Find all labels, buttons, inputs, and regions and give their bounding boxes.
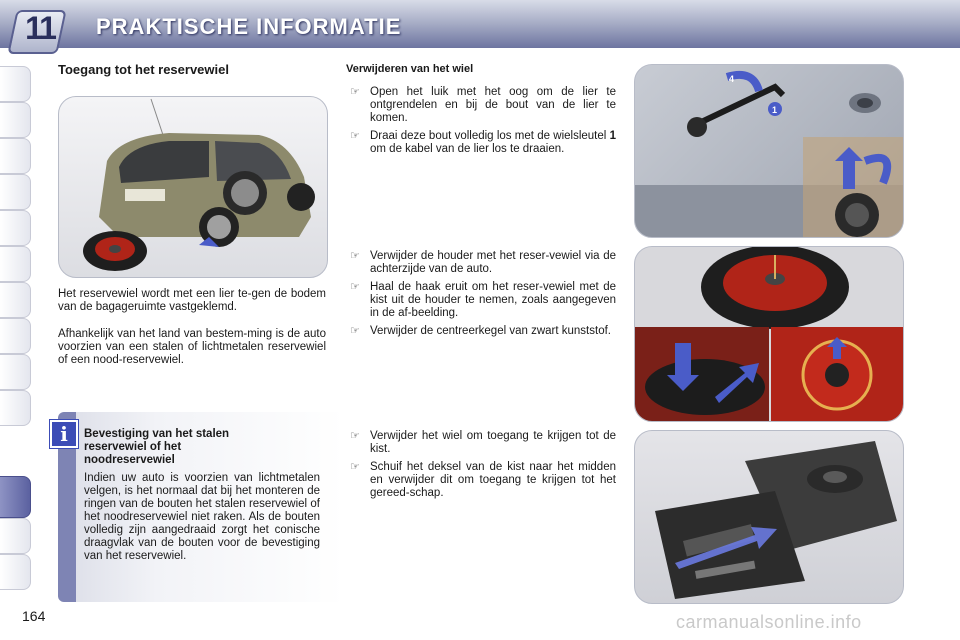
chapter-tab[interactable] — [0, 210, 31, 246]
chapter-tab[interactable] — [0, 554, 31, 590]
step-item — [346, 281, 616, 320]
pointing-hand-icon: ☞ — [350, 325, 360, 337]
pointing-hand-icon: ☞ — [350, 461, 360, 473]
step-text: Verwijder de houder met het reser-vewiel via de achterzijde van de auto. — [370, 250, 616, 275]
chapter-tab[interactable] — [0, 102, 31, 138]
chapter-tab[interactable] — [0, 518, 31, 554]
winch-label-1: 1 — [772, 105, 778, 115]
intro-paragraph-1: Het reservewiel wordt met een lier te-gen de bodem van de bagageruimte vastgeklemd. — [58, 288, 326, 313]
car-spare-wheel-illustration — [58, 96, 328, 278]
step-item — [346, 325, 616, 338]
chapter-tab[interactable] — [0, 138, 31, 174]
site-watermark: carmanualsonline.info — [676, 612, 862, 632]
step-text: Verwijder het wiel om toegang te krijgen tot de kist. — [370, 430, 616, 455]
step-item — [346, 461, 616, 500]
step-item — [346, 86, 616, 125]
step-text-before: Draai deze bout volledig los met de wielsleutel — [370, 130, 610, 142]
section-title: Toegang tot het reservewiel — [58, 62, 229, 77]
winch-figure-svg — [635, 65, 903, 237]
pointing-hand-icon: ☞ — [350, 250, 360, 262]
steps-group-2 — [346, 250, 616, 343]
winch-bolt-figure — [634, 64, 904, 238]
step-key-number: 1 — [609, 130, 616, 142]
chapter-tab-active[interactable] — [0, 476, 31, 518]
chapter-tab[interactable] — [0, 282, 31, 318]
page-title: PRAKTISCHE INFORMATIE — [96, 14, 402, 39]
chapter-tab[interactable] — [0, 354, 31, 390]
info-box-title: Bevestiging van het stalen reservewiel of het noodreservewiel — [84, 428, 230, 466]
info-box-text: Indien uw auto is voorzien van lichtmetalen velgen, is het normaal dat bij het monteren de ringen van de bouten het stalen reservewiel of het noodreservewiel niet raken. Als de bouten volledig zijn aangedraaid zorgt het conische draagvlak van de bouten voor de bevestiging van het reservewiel. — [84, 472, 320, 562]
pointing-hand-icon: ☞ — [350, 130, 360, 142]
step-item — [346, 130, 616, 156]
pointing-hand-icon: ☞ — [350, 281, 360, 293]
wheel-holder-svg — [635, 247, 903, 421]
chapter-tab[interactable] — [0, 246, 31, 282]
chapter-tab[interactable] — [0, 174, 31, 210]
chapter-number: 11 — [25, 10, 55, 46]
removal-subtitle: Verwijderen van het wiel — [346, 63, 474, 75]
step-text-after: om de kabel van de lier los te draaien. — [370, 143, 565, 155]
tool-kit-svg — [635, 431, 903, 603]
steps-group-3 — [346, 430, 616, 505]
car-illustration-svg — [59, 97, 327, 277]
pointing-hand-icon: ☞ — [350, 430, 360, 442]
step-text: Open het luik met het oog om de lier te ontgrendelen en bij de bout van de lier te komen. — [370, 86, 616, 124]
info-icon: i — [50, 420, 78, 448]
chapter-tab[interactable] — [0, 318, 31, 354]
tool-kit-box-figure — [634, 430, 904, 604]
step-text: Schuif het deksel van de kist naar het midden en verwijder dit om toegang te krijgen tot het gereed-schap. — [370, 461, 616, 499]
pointing-hand-icon: ☞ — [350, 86, 360, 98]
wheel-holder-figure — [634, 246, 904, 422]
intro-paragraph-2: Afhankelijk van het land van bestem-ming is de auto voorzien van een stalen of lichtmetalen reservewiel of een nood-reservewiel. — [58, 328, 326, 366]
chapter-tab[interactable] — [0, 390, 31, 426]
step-item — [346, 250, 616, 276]
step-text: Verwijder de centreerkegel van zwart kunststof. — [370, 325, 611, 337]
winch-label-4: 4 — [729, 74, 735, 84]
chapter-tab[interactable] — [0, 66, 31, 102]
steps-group-1 — [346, 86, 616, 161]
step-item — [346, 430, 616, 456]
page-number: 164 — [22, 608, 46, 624]
step-text: Haal de haak eruit om het reser-vewiel met de kist uit de houder te nemen, zoals aangegeven in de af-beelding. — [370, 281, 616, 319]
